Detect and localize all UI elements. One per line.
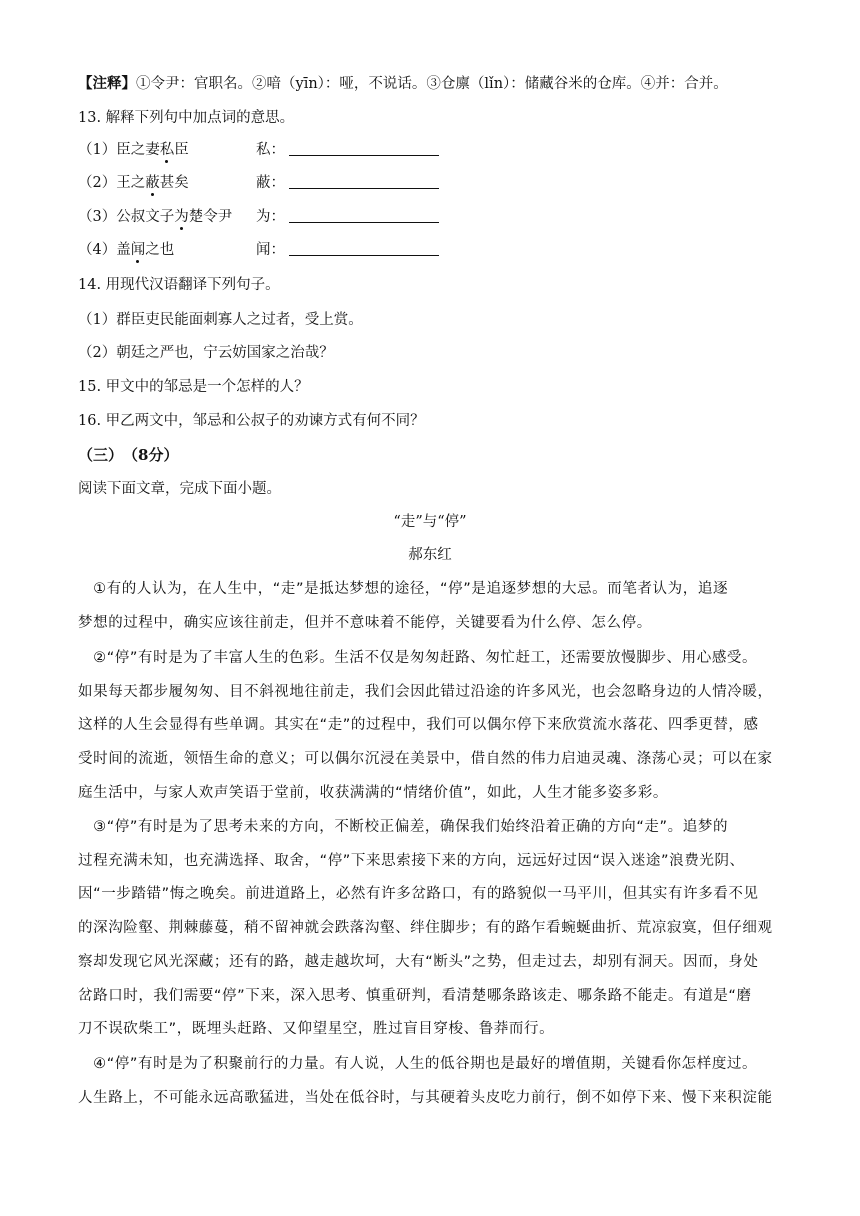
answer-blank[interactable]: [289, 241, 439, 256]
answer-blank[interactable]: [289, 174, 439, 189]
answer-blank[interactable]: [289, 208, 439, 223]
article-line: 因“一步踏错”悔之晚矣。前进道路上，必然有许多岔路口，有的路貌似一马平川，但其实有许多看不见: [78, 886, 759, 902]
note-text: ①令尹：官职名。②喑（yīn）：哑，不说话。③仓廪（lǐn）：储藏谷米的仓库。④并：合并。: [136, 76, 728, 92]
q15-stem: 15. 甲文中的邹忌是一个怎样的人？: [78, 379, 309, 395]
article-author: 郝东红: [408, 547, 452, 563]
answer-field-3[interactable]: 为：: [256, 207, 439, 227]
dotted-word: 为: [174, 209, 189, 225]
note-line: [78, 74, 728, 94]
q16-stem: 16. 甲乙两文中，邹忌和公叔子的劝谏方式有何不同？: [78, 413, 425, 429]
article-line: ②“停”有时是为了丰富人生的色彩。生活不仅是匆匆赶路、匆忙赶工，还需要放慢脚步、用心感受。: [78, 650, 758, 666]
dotted-word: 私: [159, 142, 175, 158]
article-line: 刀不误砍柴工”，既埋头赶路、又仰望星空，胜过盲目穿梭、鲁莽而行。: [78, 1021, 555, 1037]
article-line: 岔路口时，我们需要“停”下来，深入思考、慎重研判，看清楚哪条路该走、哪条路不能走。有道是“磨: [78, 988, 752, 1004]
section-heading: （三） （8分）: [78, 446, 179, 464]
note-bracket: 【注释】: [78, 75, 136, 92]
article-line: 人生路上，不可能永远高歌猛进，当处在低谷时，与其硬着头皮吃力前行，倒不如停下来、慢下来积淀能: [78, 1090, 773, 1106]
q13-item-2: （2）王之蔽甚矣: [78, 175, 189, 191]
article-line: 庭生活中，与家人欢声笑语于堂前，收获满满的“情绪价值”，如此，人生才能多姿多彩。: [78, 785, 669, 801]
article-line: 梦想的过程中，确实应该往前走，但并不意味着不能停，关键要看为什么停、怎么停。: [78, 615, 652, 631]
article-line: 的深沟险壑、荆棘藤蔓，稍不留神就会跌落沟壑、绊住脚步；有的路乍看蜿蜒曲折、荒凉寂寞，但仔细观: [78, 920, 773, 936]
article-line: 察却发现它风光深藏；还有的路，越走越坎坷，大有“断头”之势，但走过去，却别有洞天。因而，身处: [78, 954, 759, 970]
article-line: 受时间的流逝，领悟生命的意义；可以偶尔沉浸在美景中，借自然的伟力启迪灵魂、涤荡心灵；可以在家: [78, 751, 773, 767]
q13-item-1: （1）臣之妻私臣: [78, 142, 189, 158]
q13-item-3: （3）公叔文子为楚令尹: [78, 209, 233, 225]
answer-field-4[interactable]: 闻：: [256, 240, 439, 260]
answer-blank[interactable]: [289, 141, 439, 156]
answer-field-2[interactable]: 蔽：: [256, 173, 439, 193]
q14-sentence-1: （1）群臣吏民能面刺寡人之过者，受上赏。: [78, 312, 363, 328]
q13-item-4: （4）盖闻之也: [78, 242, 175, 258]
dotted-word: 闻: [130, 242, 146, 258]
article-line: ④“停”有时是为了积聚前行的力量。有人说，人生的低谷期也是最好的增值期，关键看你怎样度过。: [78, 1056, 758, 1072]
q13-stem: 13. 解释下列句中加点词的意思。: [78, 110, 295, 126]
article-line: ①有的人认为，在人生中，“走”是抵达梦想的途径，“停”是追逐梦想的大忌。而笔者认为，追逐: [78, 581, 729, 597]
article-title: “走”与“停”: [393, 514, 467, 530]
answer-field-1[interactable]: 私：: [256, 140, 439, 160]
section-instruction: 阅读下面文章，完成下面小题。: [78, 481, 281, 497]
q14-stem: 14. 用现代汉语翻译下列句子。: [78, 277, 280, 293]
dotted-word: 蔽: [145, 175, 160, 191]
q14-sentence-2: （2）朝廷之严也，宁云妨国家之治哉？: [78, 345, 334, 361]
article-line: 这样的人生会显得有些单调。其实在“走”的过程中，我们可以偶尔停下来欣赏流水落花、四季更替，感: [78, 717, 759, 733]
article-line: 如果每天都步履匆匆、目不斜视地往前走，我们会因此错过沿途的许多风光，也会忽略身边的人情冷暖，: [78, 684, 773, 700]
article-line: ③“停”有时是为了思考未来的方向，不断校正偏差，确保我们始终沿着正确的方向“走”。追梦的: [78, 819, 729, 835]
article-line: 过程充满未知，也充满选择、取舍，“停”下来思索接下来的方向，远远好过因“误入迷途”浪费光阴、: [78, 853, 745, 869]
